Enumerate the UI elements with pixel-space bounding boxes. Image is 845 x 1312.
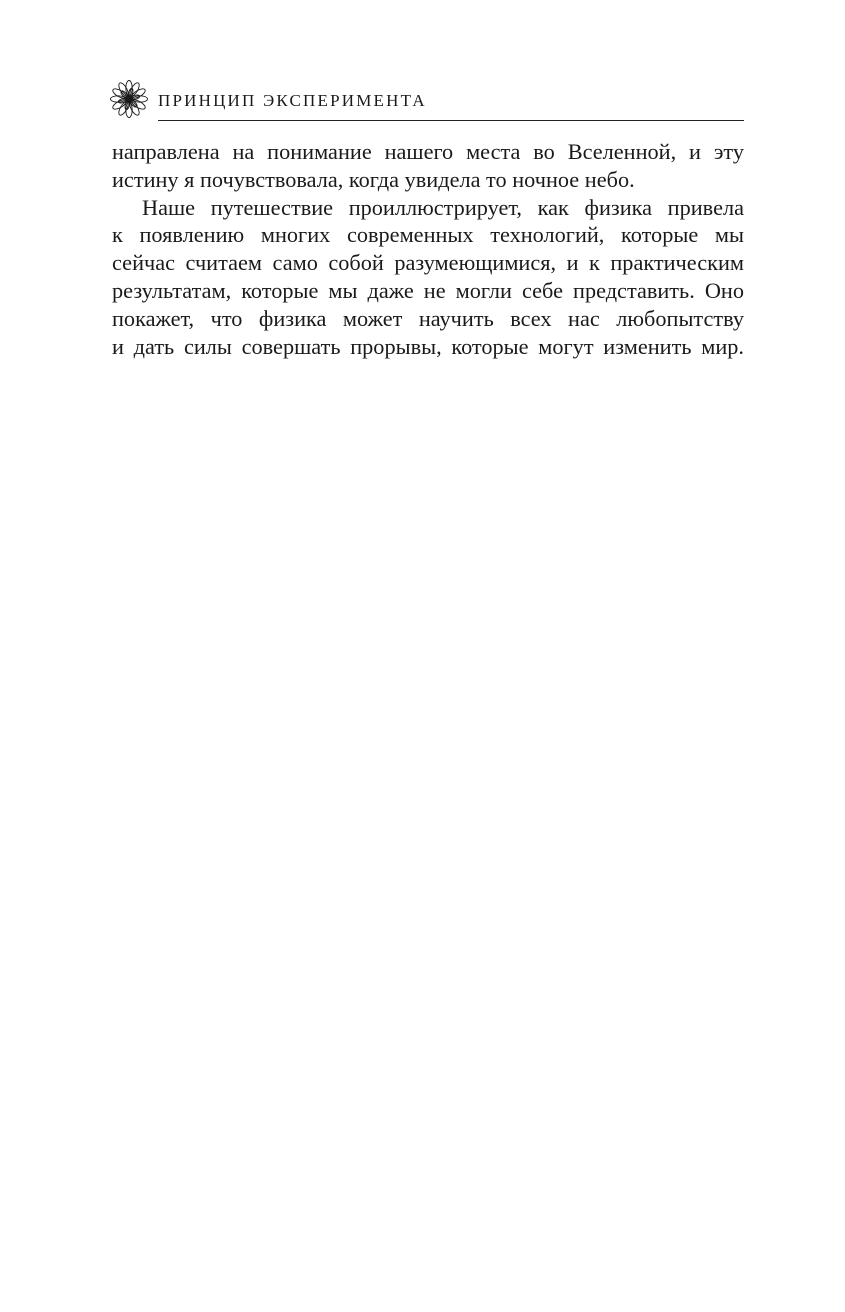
text-line: Наше путешествие проиллюстрирует, как физика привела	[142, 194, 744, 220]
text-line: направлена на понимание нашего места во Вселенной, и эту	[112, 139, 744, 164]
running-head-title: ПРИНЦИП ЭКСПЕРИМЕНТА	[158, 91, 427, 110]
text-line: истину я почувствовала, когда увидела то ночное небо.	[112, 166, 635, 192]
text-line: сейчас считаем само собой разумеющимися, и к практическим	[112, 250, 744, 276]
text-line: и дать силы совершать прорывы, которые могут изменить мир.	[112, 333, 744, 359]
paragraph	[112, 194, 744, 361]
text-line: к появлению многих современных технологий, которые мы	[112, 222, 744, 248]
flower-ornament-icon	[110, 80, 148, 118]
body-text	[112, 138, 744, 360]
paragraph	[112, 138, 744, 194]
text-line: покажет, что физика может научить всех нас любопытству	[112, 305, 744, 331]
running-head	[110, 80, 744, 122]
text-line: результатам, которые мы даже не могли себе представить. Оно	[112, 277, 744, 303]
running-head-rule	[158, 120, 744, 121]
